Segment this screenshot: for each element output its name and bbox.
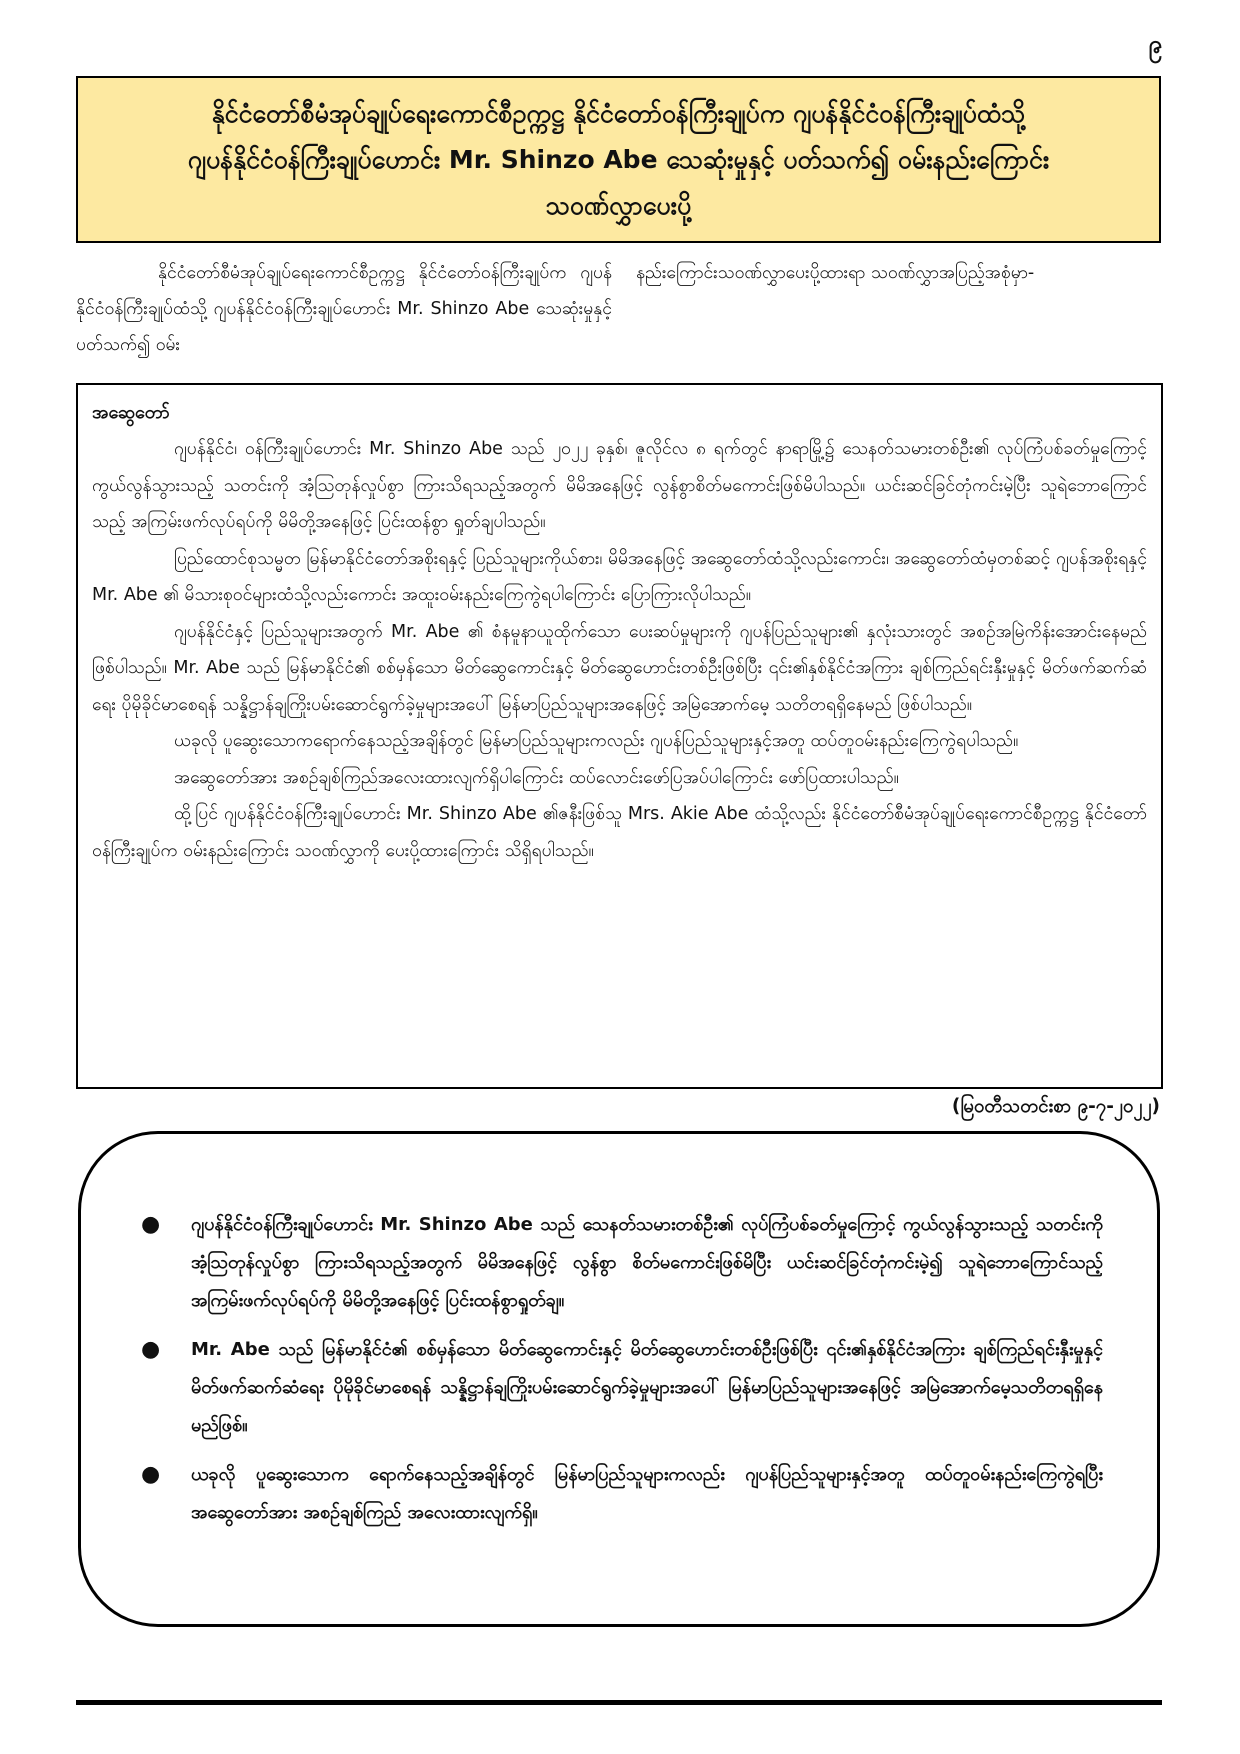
letter-paragraph-1: ဂျပန်နိုင်ငံ၊ ဝန်ကြီးချုပ်ဟောင်း Mr. Shinzo Abe သည် ၂၀၂၂ ခုနှစ်၊ ဇူလိုင်လ ၈ ရက်တွင် နာရာမြို့၌ သေနတ်သမားတစ်ဦး၏ လုပ်ကြံပစ်ခတ်မှုကြောင့် ကွယ်လွန်သွားသည့် သတင်းကို အံ့သြတုန်လှုပ်စွာ ကြားသိရသည့်အတွက် မိမိအနေဖြင့် လွန်စွာစိတ်မကောင်းဖြစ်မိပါသည်။ ယင်းဆင်ခြင်တုံကင်းမဲ့ပြီး သူရဲဘောကြောင်သည့် အကြမ်းဖက်လုပ်ရပ်ကို မိမိတို့အနေဖြင့် ပြင်းထန်စွာ ရှုတ်ချပါသည်။	[92, 439, 1147, 532]
source-citation: (မြဝတီသတင်းစာ ၉-၇-၂၀၂၂)	[951, 1096, 1160, 1117]
bullet-icon: ●	[141, 1462, 161, 1487]
intro-column-right	[636, 255, 1161, 291]
intro-column-left	[76, 255, 612, 363]
title-line-1: နိုင်ငံတော်စီမံအုပ်ချုပ်ရေးကောင်စီဥက္ကဋ္ဌ နိုင်ငံတော်ဝန်ကြီးချုပ်က ဂျပန်နိုင်ငံဝန်ကြီးချုပ်ထံသို့	[211, 98, 1026, 128]
intro-section	[76, 255, 1161, 367]
summary-bullet-text: ဂျပန်နိုင်ငံဝန်ကြီးချုပ်ဟောင်း Mr. Shinzo Abe သည် သေနတ်သမားတစ်ဦး၏ လုပ်ကြံပစ်ခတ်မှုကြောင့် ကွယ်လွန်သွားသည့် သတင်းကို အံ့သြတုန်လှုပ်စွာ ကြားသိရသည့်အတွက် မိမိအနေဖြင့် လွန်စွာ စိတ်မကောင်းဖြစ်မိပြီး ယင်းဆင်ခြင်တုံကင်းမဲ့၍ သူရဲဘောကြောင်သည့် အကြမ်းဖက်လုပ်ရပ်ကို မိမိတို့အနေဖြင့် ပြင်းထန်စွာရှုတ်ချ။	[191, 1214, 1103, 1311]
letter-paragraph-6: ထို့ပြင် ဂျပန်နိုင်ငံဝန်ကြီးချုပ်ဟောင်း Mr. Shinzo Abe ၏ဇနီးဖြစ်သူ Mrs. Akie Abe ထံသို့လည်း နိုင်ငံတော်စီမံအုပ်ချုပ်ရေးကောင်စီဥက္ကဋ္ဌ နိုင်ငံတော်ဝန်ကြီးချုပ်က ဝမ်းနည်းကြောင်း သဝဏ်လွှာကို ပေးပို့ထားကြောင်း သိရှိရပါသည်။	[92, 804, 1147, 861]
letter-paragraph-4: ယခုလို ပူဆွေးသောကရောက်နေသည့်အချိန်တွင် မြန်မာပြည်သူများကလည်း ဂျပန်ပြည်သူများနှင့်အတူ ထပ်တူဝမ်းနည်းကြေကွဲရပါသည်။	[174, 731, 1019, 751]
intro-text-right: နည်းကြောင်းသဝဏ်လွှာပေးပို့ထားရာ သဝဏ်လွှာအပြည့်အစုံမှာ-	[636, 263, 1035, 283]
summary-bullet-text: ယခုလို ပူဆွေးသောက ရောက်နေသည့်အချိန်တွင် မြန်မာပြည်သူများကလည်း ဂျပန်ပြည်သူများနှင့်အတူ ထပ်တူဝမ်းနည်းကြေကွဲရပြီး အဆွေတော်အား အစဉ်ချစ်ကြည် အလေးထားလျက်ရှိ။	[191, 1464, 1103, 1523]
summary-bullet-1	[141, 1206, 1103, 1320]
bullet-icon: ●	[141, 1212, 161, 1237]
summary-bullet-text: Mr. Abe သည် မြန်မာနိုင်ငံ၏ စစ်မှန်သော မိတ်ဆွေကောင်းနှင့် မိတ်ဆွေဟောင်းတစ်ဦးဖြစ်ပြီး ၎င်း၏နှစ်နိုင်ငံအကြား ချစ်ကြည်ရင်းနှီးမှုနှင့် မိတ်ဖက်ဆက်ဆံရေး ပိုမိုခိုင်မာစေရန် သန္နိဋ္ဌာန်ချကြိုးပမ်းဆောင်ရွက်ခဲ့မှုများအပေါ် မြန်မာပြည်သူများအနေဖြင့် အမြဲအောက်မေ့သတိတရရှိနေမည်ဖြစ်။	[191, 1339, 1103, 1436]
letter-paragraph-2: ပြည်ထောင်စုသမ္မတ မြန်မာနိုင်ငံတော်အစိုးရနှင့် ပြည်သူများကိုယ်စား၊ မိမိအနေဖြင့် အဆွေတော်ထံသို့လည်းကောင်း၊ အဆွေတော်ထံမှတစ်ဆင့် ဂျပန်အစိုးရနှင့် Mr. Abe ၏ မိသားစုဝင်များထံသို့လည်းကောင်း အထူးဝမ်းနည်းကြေကွဲရပါကြောင်း ပြောကြားလိုပါသည်။	[92, 548, 1147, 605]
summary-box	[78, 1131, 1160, 1627]
summary-bullet-3	[141, 1456, 1103, 1532]
title-line-2: ဂျပန်နိုင်ငံဝန်ကြီးချုပ်ဟောင်း Mr. Shinzo Abe သေဆုံးမှုနှင့် ပတ်သက်၍ ဝမ်းနည်းကြောင်း	[187, 144, 1050, 174]
letter-box	[76, 383, 1163, 1089]
intro-text-left: နိုင်ငံတော်စီမံအုပ်ချုပ်ရေးကောင်စီဥက္ကဋ္ဌ နိုင်ငံတော်ဝန်ကြီးချုပ်က ဂျပန်နိုင်ငံဝန်ကြီးချုပ်ထံသို့ ဂျပန်နိုင်ငံဝန်ကြီးချုပ်ဟောင်း Mr. Shinzo Abe သေဆုံးမှုနှင့်ပတ်သက်၍ ဝမ်း	[76, 263, 612, 355]
letter-salutation: အဆွေတော်	[92, 402, 170, 423]
bullet-icon: ●	[141, 1337, 161, 1362]
title-line-3: သဝဏ်လွှာပေးပို့	[545, 190, 692, 220]
letter-paragraph-3: ဂျပန်နိုင်ငံနှင့် ပြည်သူများအတွက် Mr. Abe ၏ စံနမူနာယူထိုက်သော ပေးဆပ်မှုများကို ဂျပန်ပြည်သူများ၏ နှလုံးသားတွင် အစဉ်အမြဲကိန်းအောင်းနေမည် ဖြစ်ပါသည်။ Mr. Abe သည် မြန်မာနိုင်ငံ၏ စစ်မှန်သော မိတ်ဆွေကောင်းနှင့် မိတ်ဆွေဟောင်းတစ်ဦးဖြစ်ပြီး ၎င်း၏နှစ်နိုင်ငံအကြား ချစ်ကြည်ရင်းနှီးမှုနှင့် မိတ်ဖက်ဆက်ဆံရေး ပိုမိုခိုင်မာစေရန် သန္နိဋ္ဌာန်ချကြိုးပမ်းဆောင်ရွက်ခဲ့မှုများအပေါ် မြန်မာပြည်သူများအနေဖြင့် အမြဲအောက်မေ့ သတိတရရှိနေမည် ဖြစ်ပါသည်။	[92, 621, 1147, 715]
summary-bullet-2	[141, 1331, 1103, 1445]
letter-paragraph-5: အဆွေတော်အား အစဉ်ချစ်ကြည်အလေးထားလျက်ရှိပါကြောင်း ထပ်လောင်းဖော်ပြအပ်ပါကြောင်း ဖော်ပြထားပါသည်။	[174, 767, 899, 788]
bottom-divider	[76, 1700, 1162, 1705]
title-box	[76, 76, 1161, 243]
page-number: ၉	[1148, 30, 1162, 58]
